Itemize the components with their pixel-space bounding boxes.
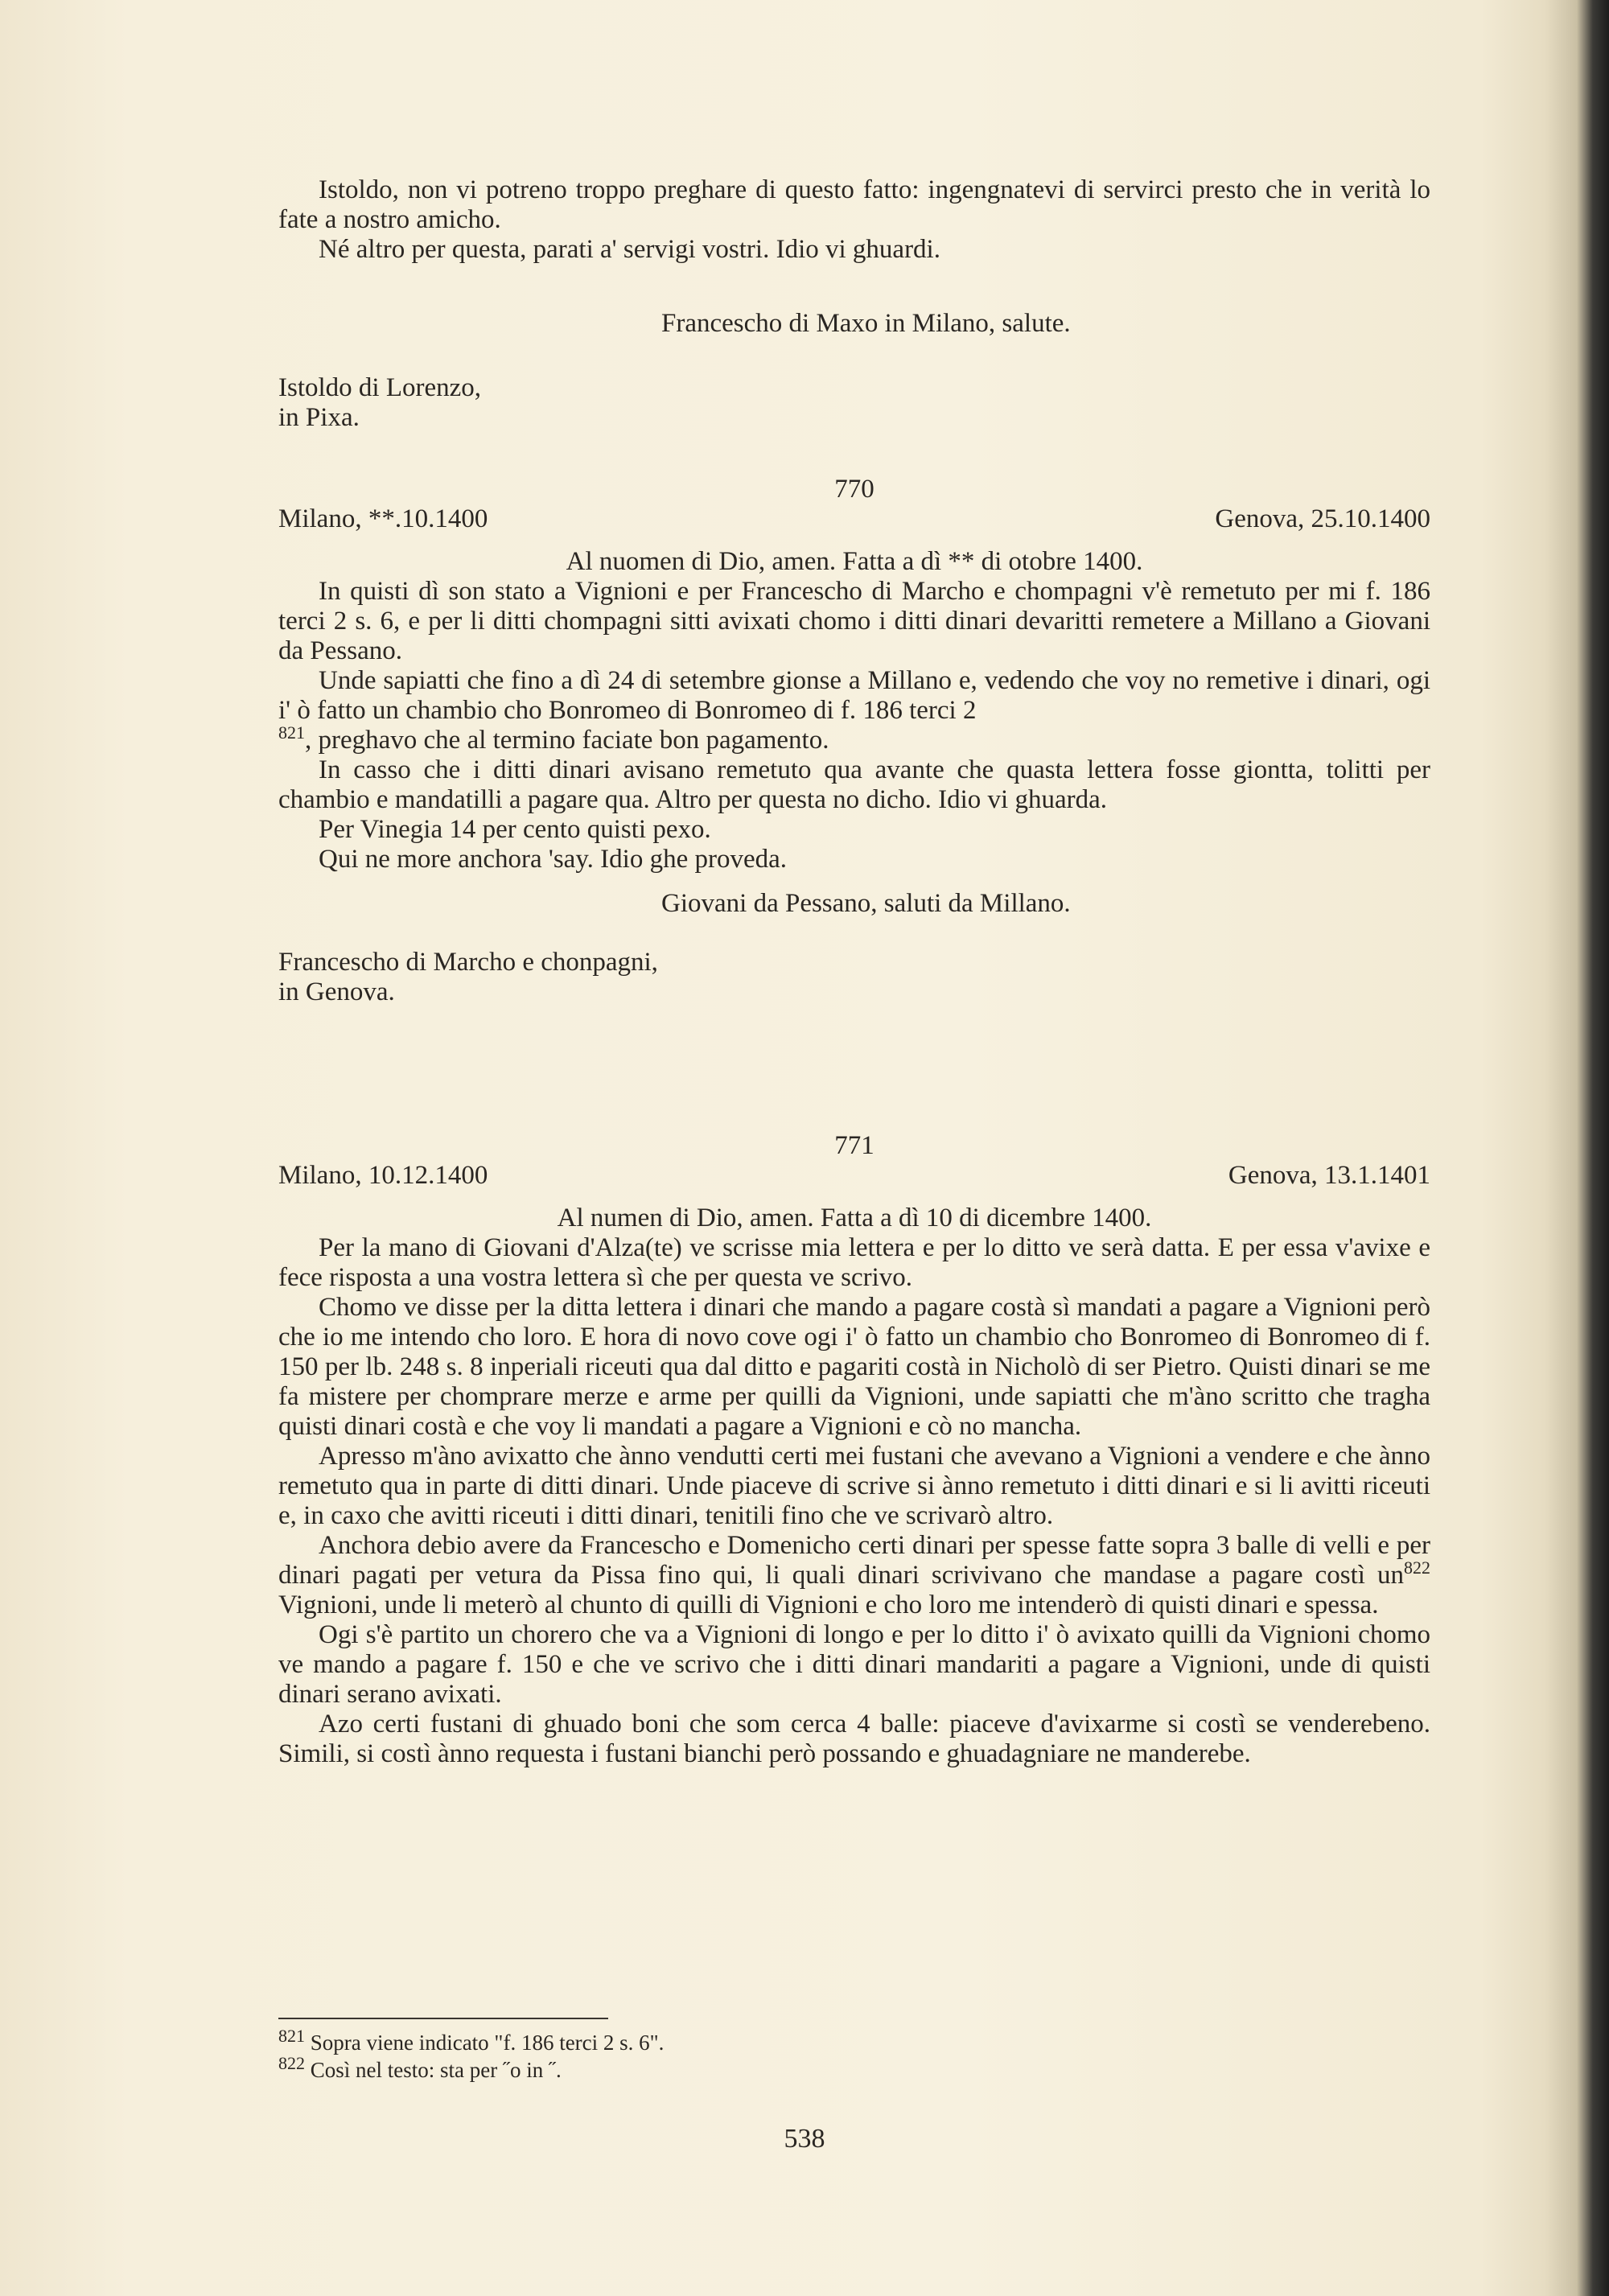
letter-771 <box>278 1131 1430 1769</box>
paragraph: Istoldo, non vi potreno troppo preghare di questo fatto: ingengnatevi di servirci presto che in verità lo fate a nostro amicho. <box>278 175 1430 234</box>
paragraph-text: , preghavo che al termino faciate bon pagamento. <box>305 726 829 755</box>
recipient-line: in Pixa. <box>278 403 360 432</box>
paragraph-text: Anchora debio avere da Francescho e Domenicho certi dinari per spesse fatte sopra 3 balle di velli e per dinari pagati per vetura da Pissa fino qui, li quali dinari scrivivano che mandase a pagare costì un <box>278 1531 1430 1590</box>
footnote <box>278 2026 665 2056</box>
signature <box>278 309 1430 339</box>
paragraph: In quisti dì son stato a Vignioni e per Francescho di Marcho e chompagni v'è remetuto per mi f. 186 terci 2 s. 6, e per li ditti chompagni sitti avixati chomo i ditti dinari devaritti remetere a Millano a Giovani da Pessano. <box>278 577 1430 665</box>
paragraph: In casso che i ditti dinari avisano remetuto qua avante che quasta lettera fosse giontta, tolitti per chambio e mandatilli a pagare qua. Altro per questa no dicho. Idio vi ghuarda. <box>278 755 1430 814</box>
paragraph: Apresso m'àno avixatto che ànno vendutti certi mei fustani che avevano a Vignioni a vendere e che ànno remetuto qua in parte di ditti dinari. Unde piaceve di scrive si ànno remetuto i ditti dinari e si li avitti riceuti e, in caxo che avitti riceuti i ditti dinari, tenitili fino che ve scrivarò altro. <box>278 1442 1430 1530</box>
signature-line: Francescho di Maxo in Milano, salute. <box>661 309 1071 338</box>
paragraph: Per la mano di Giovani d'Alza(te) ve scrisse mia lettera e per lo ditto ve serà datta. E per essa v'avixe e fece risposta a una vostra lettera sì che per questa ve scrivo. <box>278 1233 1430 1292</box>
invocation: Al nuomen di Dio, amen. Fatta a dì ** di otobre 1400. <box>566 547 1143 576</box>
recipient-line: in Genova. <box>278 977 395 1006</box>
paragraph: Per Vinegia 14 per cento quisti pexo. <box>319 815 711 844</box>
paragraph <box>278 666 1430 755</box>
footnote-number: 821 <box>278 2026 305 2046</box>
letter-continuation <box>278 175 1430 265</box>
paragraph: Né altro per questa, parati a' servigi vostri. Idio vi ghuardi. <box>319 235 940 264</box>
footnote-ref: 822 <box>1404 1557 1430 1578</box>
origin-date: Milano, 10.12.1400 <box>278 1161 488 1190</box>
footnote-number: 822 <box>278 2053 305 2073</box>
signature-line: Giovani da Pessano, saluti da Millano. <box>661 889 1071 918</box>
invocation: Al numen di Dio, amen. Fatta a dì 10 di dicembre 1400. <box>557 1204 1152 1232</box>
recipient-line: Francescho di Marcho e chonpagni, <box>278 948 658 977</box>
footnote <box>278 2053 664 2084</box>
letter-header <box>278 1161 1430 1191</box>
footnote-text: Così nel testo: sta per ˝o in ˝. <box>305 2058 562 2082</box>
footnote-ref: 821 <box>278 722 305 743</box>
letter-number: 771 <box>834 1131 874 1160</box>
paragraph: Qui ne more anchora 'say. Idio ghe proveda. <box>319 845 788 874</box>
paragraph-text: Vignioni, unde li meterò al chunto di quilli di Vignioni e cho loro me intenderò di quisti dinari e spessa. <box>278 1590 1379 1619</box>
recipient-block <box>278 373 1430 433</box>
paragraph: Ogi s'è partito un chorero che va a Vignioni di longo e per lo ditto i' ò avixato quilli da Vignioni chomo ve mando a pagare f. 150 e che ve scrivo che i ditti dinari mandariti a pagare a Vignioni, unde di quisti dinari serano avixati. <box>278 1620 1430 1709</box>
footnotes <box>278 2026 665 2084</box>
page-number: 538 <box>784 2124 825 2154</box>
letter-header <box>278 504 1430 534</box>
letter-770 <box>278 475 1430 1007</box>
arrival-date: Genova, 13.1.1401 <box>1228 1161 1430 1190</box>
recipient-line: Istoldo di Lorenzo, <box>278 373 482 402</box>
letter-number: 770 <box>834 475 874 504</box>
paragraph <box>278 1531 1430 1620</box>
paragraph: Azo certi fustani di ghuado boni che som cerca 4 balle: piaceve d'avixarme si costì se venderebeno. Simili, si costì ànno requesta i fustani bianchi però possando e ghuadagniare ne manderebe. <box>278 1710 1430 1768</box>
arrival-date: Genova, 25.10.1400 <box>1215 504 1430 533</box>
origin-date: Milano, **.10.1400 <box>278 504 488 533</box>
paragraph-text: Unde sapiatti che fino a dì 24 di setembre gionse a Millano e, vedendo che voy no remetive i dinari, ogi i' ò fatto un chambio cho Bonromeo di Bonromeo di f. 186 terci 2 <box>278 666 1430 725</box>
footnote-text: Sopra viene indicato "f. 186 terci 2 s. 6". <box>305 2031 665 2055</box>
paragraph: Chomo ve disse per la ditta lettera i dinari che mando a pagare costà sì mandati a pagare a Vignioni però che io me intendo cho loro. E hora di novo cove ogi i' ò fatto un chambio cho Bonromeo di Bonromeo di f. 150 per lb. 248 s. 8 inperiali riceuti qua dal ditto e pagariti costà in Nicholò di ser Pietro. Quisti dinari se me fa mistere per chomprare merze e arme per quilli da Vignioni, unde sapiatti che m'àno scritto che tragha quisti dinari costà e che voy li mandati a pagare a Vignioni e cò no mancha. <box>278 1293 1430 1441</box>
footnote-divider <box>278 2018 608 2019</box>
